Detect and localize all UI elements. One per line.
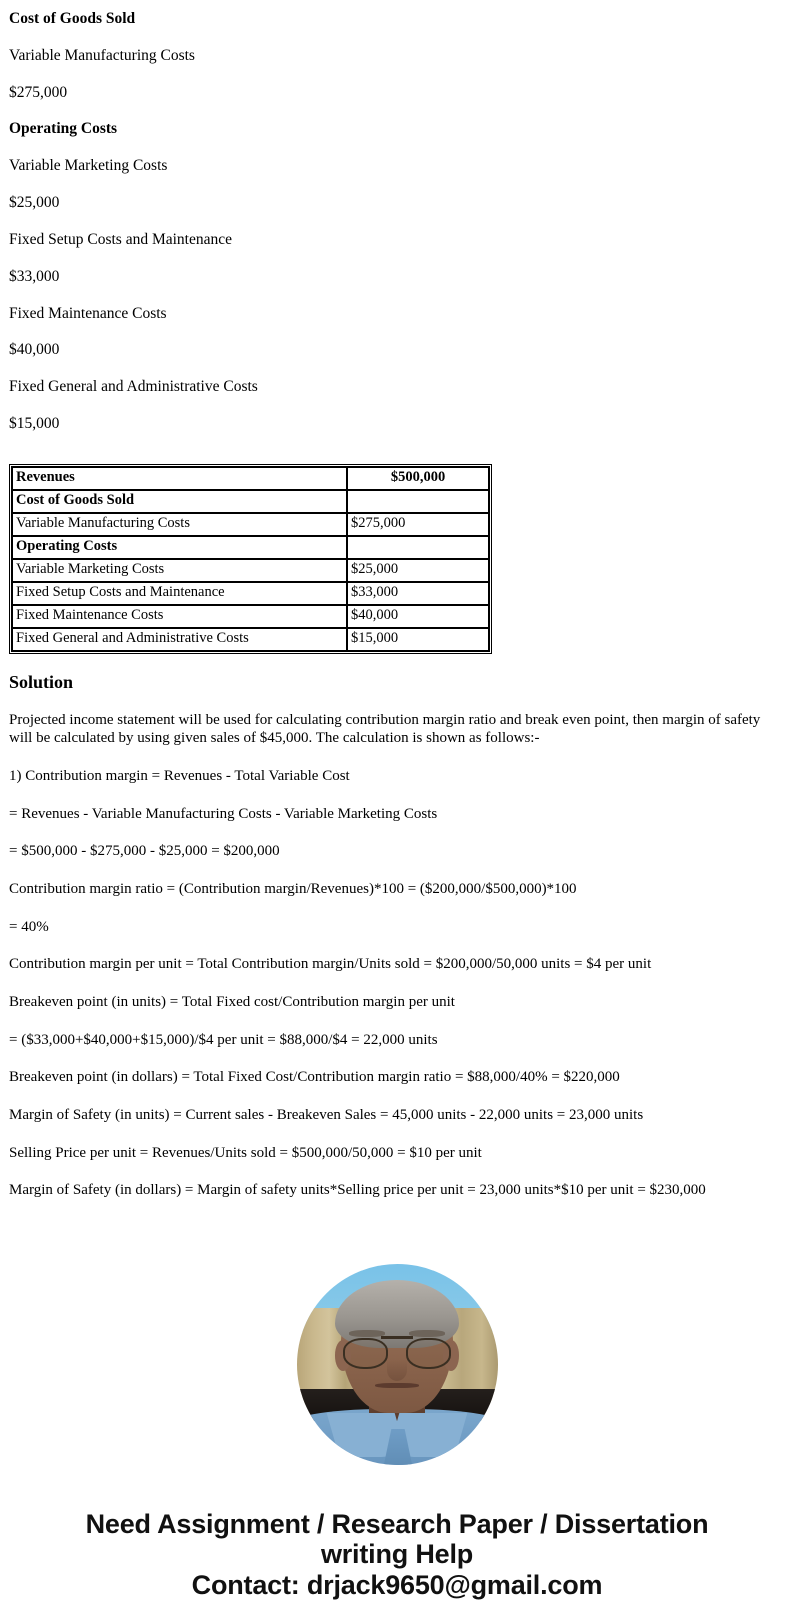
table-row: [12, 582, 489, 605]
cost-list-value-var-manufacturing: $275,000: [9, 83, 68, 101]
photo-lens-left: [343, 1338, 389, 1368]
photo-mouth: [375, 1383, 419, 1388]
table-cell-label: Fixed Maintenance Costs: [12, 605, 347, 628]
cost-list-heading-cogs: Cost of Goods Sold: [9, 10, 136, 27]
table-cell-label: Revenues: [12, 467, 347, 490]
table-cell-label: Variable Marketing Costs: [12, 559, 347, 582]
contact-call-to-action: [0, 1465, 794, 1600]
cost-list-item-var-marketing: Variable Marketing Costs: [9, 157, 168, 175]
solution-step-1: 1) Contribution margin = Revenues - Total Variable Cost: [9, 767, 350, 784]
table-cell-value: $33,000: [347, 582, 489, 605]
projected-income-statement-table-wrap: [0, 452, 794, 654]
solution-step-6: Contribution margin per unit = Total Contribution margin/Units sold = $200,000/50,000 units = $4 per unit: [9, 956, 652, 973]
table-cell-value: [347, 536, 489, 559]
table-cell-label: Cost of Goods Sold: [12, 490, 347, 513]
profile-photo-area: [0, 1220, 794, 1465]
cta-line-2: writing Help: [320, 1539, 474, 1570]
table-row: [12, 536, 489, 559]
table-row: [12, 490, 489, 513]
cost-list-item-fixed-ga: Fixed General and Administrative Costs: [9, 378, 258, 396]
solution-section: [0, 654, 794, 1200]
photo-lens-right: [406, 1338, 452, 1368]
cta-line-1: Need Assignment / Research Paper / Dissertation: [85, 1509, 709, 1540]
cost-list-value-fixed-ga: $15,000: [9, 414, 60, 432]
cost-list-item-fixed-setup: Fixed Setup Costs and Maintenance: [9, 230, 232, 248]
table-cell-label: Fixed Setup Costs and Maintenance: [12, 582, 347, 605]
table-cell-value: $500,000: [347, 467, 489, 490]
table-cell-label: Fixed General and Administrative Costs: [12, 628, 347, 651]
solution-step-10: Margin of Safety (in units) = Current sales - Breakeven Sales = 45,000 units - 22,000 units = 23,000 units: [9, 1107, 644, 1123]
table-row: [12, 513, 489, 536]
solution-step-9: Breakeven point (in dollars) = Total Fixed Cost/Contribution margin ratio = $88,000/40% = $220,000: [9, 1069, 620, 1086]
solution-step-5: = 40%: [9, 918, 49, 935]
cost-list-item-var-manufacturing: Variable Manufacturing Costs: [9, 46, 195, 64]
cost-list-value-var-marketing: $25,000: [9, 194, 60, 212]
solution-step-12: Margin of Safety (in dollars) = Margin of safety units*Selling price per unit = 23,000 units*$10 per unit = $230,000: [9, 1182, 706, 1199]
table-cell-label: Operating Costs: [12, 536, 347, 559]
cost-list-heading-operating: Operating Costs: [9, 120, 118, 138]
table-row: [12, 467, 489, 490]
solution-heading: Solution: [9, 671, 74, 692]
table-cell-value: $40,000: [347, 605, 489, 628]
table-row: [12, 559, 489, 582]
table-row: [12, 605, 489, 628]
table-cell-label: Variable Manufacturing Costs: [12, 513, 347, 536]
photo-glasses-bridge: [381, 1336, 413, 1339]
table-row: [12, 628, 489, 651]
avatar: [297, 1264, 498, 1465]
cost-list-value-fixed-setup: $33,000: [9, 267, 60, 285]
table-cell-value: $275,000: [347, 513, 489, 536]
solution-step-3: = $500,000 - $275,000 - $25,000 = $200,000: [9, 843, 280, 860]
projected-income-statement-table: [9, 464, 492, 654]
solution-step-7: Breakeven point (in units) = Total Fixed cost/Contribution margin per unit: [9, 993, 455, 1010]
table-cell-value: $15,000: [347, 628, 489, 651]
table-cell-value: $25,000: [347, 559, 489, 582]
photo-eyebrow-left: [349, 1330, 385, 1337]
table-cell-value: [347, 490, 489, 513]
cost-breakdown-list: [0, 0, 794, 433]
solution-step-2: = Revenues - Variable Manufacturing Costs - Variable Marketing Costs: [9, 805, 438, 822]
cost-list-item-fixed-maintenance: Fixed Maintenance Costs: [9, 304, 167, 322]
solution-intro-paragraph: Projected income statement will be used for calculating contribution margin ratio and break even point, then margin of safety will be calculated by using given sales of $45,000. The calculation is shown as follows:-: [9, 712, 761, 747]
solution-step-4: Contribution margin ratio = (Contribution margin/Revenues)*100 = ($200,000/$500,000)*100: [9, 880, 577, 897]
solution-step-11: Selling Price per unit = Revenues/Units sold = $500,000/50,000 = $10 per unit: [9, 1144, 482, 1161]
solution-step-8: = ($33,000+$40,000+$15,000)/$4 per unit = $88,000/$4 = 22,000 units: [9, 1031, 438, 1048]
cta-line-3[interactable]: Contact: drjack9650@gmail.com: [191, 1569, 603, 1600]
glasses-icon: [343, 1338, 452, 1368]
cost-list-value-fixed-maintenance: $40,000: [9, 341, 60, 359]
